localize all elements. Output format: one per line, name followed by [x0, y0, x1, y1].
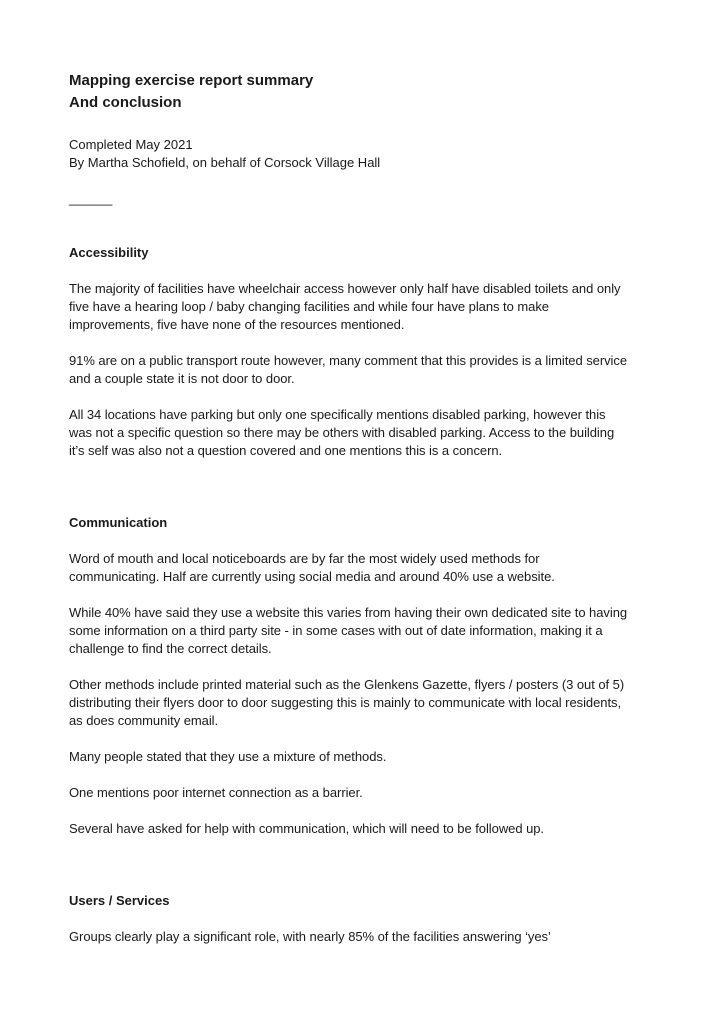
- divider-line: ______: [69, 191, 113, 206]
- communication-paragraph-4: Many people stated that they use a mixture of methods.: [69, 749, 387, 764]
- accessibility-paragraph-3: [69, 406, 669, 460]
- communication-heading: Communication: [69, 515, 168, 530]
- document-meta: [69, 136, 669, 172]
- communication-paragraph-6: Several have asked for help with communication, which will need to be followed up.: [69, 821, 544, 836]
- text-line: Other methods include printed material such as the Glenkens Gazette, flyers / posters (3 out of 5): [69, 677, 625, 692]
- text-line: was not a specific question so there may be others with disabled parking. Access to the building: [69, 425, 615, 440]
- document-title: [69, 70, 669, 114]
- text-line: All 34 locations have parking but only one specifically mentions disabled parking, however this: [69, 407, 606, 422]
- users-services-heading: Users / Services: [69, 893, 170, 908]
- communication-paragraph-3: [69, 676, 669, 730]
- text-line: improvements, five have none of the resources mentioned.: [69, 317, 405, 332]
- title-line-2: And conclusion: [69, 94, 182, 111]
- users-services-paragraph-1: Groups clearly play a significant role, with nearly 85% of the facilities answering ‘yes’: [69, 929, 551, 944]
- text-line: 91% are on a public transport route however, many comment that this provides is a limited service: [69, 353, 628, 368]
- text-line: Word of mouth and local noticeboards are by far the most widely used methods for: [69, 551, 540, 566]
- text-line: The majority of facilities have wheelchair access however only half have disabled toilets and only: [69, 281, 621, 296]
- author-line: By Martha Schofield, on behalf of Corsock Village Hall: [69, 155, 381, 170]
- text-line: some information on a third party site - in some cases with out of date information, making it a: [69, 623, 603, 638]
- completed-date: Completed May 2021: [69, 137, 193, 152]
- communication-paragraph-5: One mentions poor internet connection as a barrier.: [69, 785, 363, 800]
- text-line: as does community email.: [69, 713, 219, 728]
- accessibility-paragraph-2: [69, 352, 669, 388]
- text-line: it’s self was also not a question covered and one mentions this is a concern.: [69, 443, 503, 458]
- text-line: and a couple state it is not door to door.: [69, 371, 295, 386]
- communication-paragraph-2: [69, 604, 669, 658]
- accessibility-heading: Accessibility: [69, 245, 149, 260]
- title-line-1: Mapping exercise report summary: [69, 72, 314, 89]
- text-line: challenge to find the correct details.: [69, 641, 272, 656]
- text-line: five have a hearing loop / baby changing facilities and while four have plans to make: [69, 299, 549, 314]
- communication-paragraph-1: [69, 550, 669, 586]
- text-line: While 40% have said they use a website this varies from having their own dedicated site to having: [69, 605, 628, 620]
- document-page: [69, 70, 669, 946]
- text-line: communicating. Half are currently using social media and around 40% use a website.: [69, 569, 555, 584]
- text-line: distributing their flyers door to door suggesting this is mainly to communicate with local residents,: [69, 695, 622, 710]
- accessibility-paragraph-1: [69, 280, 669, 334]
